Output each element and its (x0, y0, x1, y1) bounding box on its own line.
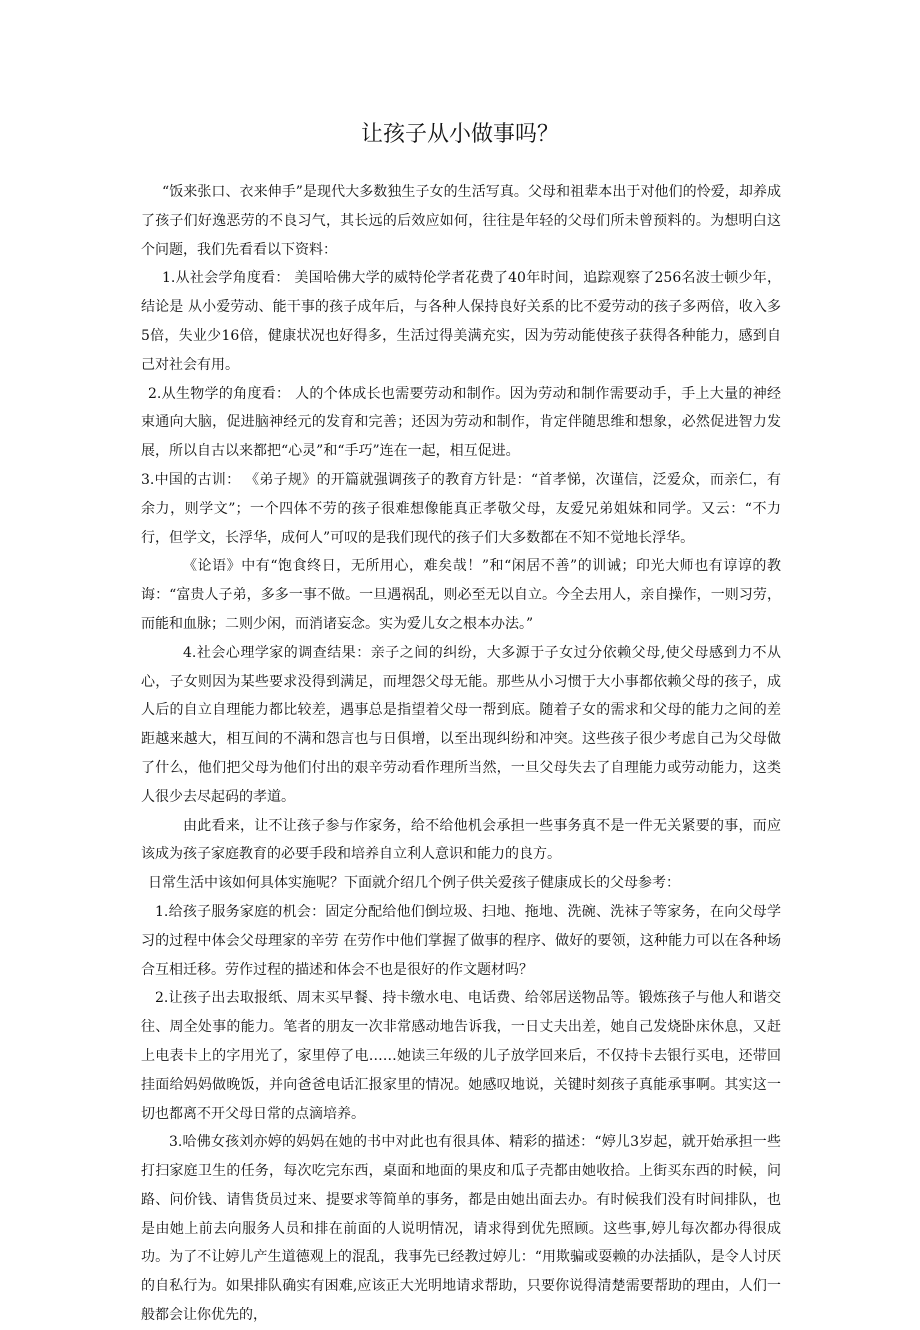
page-title: 让孩子从小做事吗？ (360, 122, 559, 147)
document-body (141, 178, 781, 1330)
paragraph-analects: 《论语》中有“饱食终日，无所用心，难矣哉！”和“闲居不善”的训诫；印光大师也有谆谆的教诲：“富贵人子弟，多多一事不做。一旦遇祸乱，则必至无以自立。今全去用人，亲自操作，一则习劳，而能和血脉；二则少闲，而消诸妄念。实为爱儿女之根本办法。” (141, 558, 781, 632)
paragraph-biology: 2.从生物学的角度看： 人的个体成长也需要劳动和制作。因为劳动和制作需要动手，手上大量的神经束通向大脑，促进脑神经元的发育和完善；还因为劳动和制作，肯定伴随思维和想象，必然促进智力发展，所以自古以来都把“心灵”和“手巧”连在一起，相互促进。 (141, 385, 781, 460)
paragraph-sociology: 1.从社会学角度看： 美国哈佛大学的威特伦学者花费了40年时间，追踪观察了256名波士顿少年，结论是 从小爱劳动、能干事的孩子成年后，与各种人保持良好关系的比不爱劳动的孩子多两倍，收入多5倍，失业少16倍，健康状况也好得多，生活过得美满充实，因为劳动能使孩子获得各种能力，感到自己对社会有用。 (141, 270, 781, 373)
paragraph-intro: “饭来张口、衣来伸手”是现代大多数独生子女的生活写真。父母和祖辈本出于对他们的怜爱，却养成了孩子们好逸恶劳的不良习气，其长远的后效应如何，往往是年轻的父母们所未曾预料的。为想明白这个问题，我们先看看以下资料： (141, 184, 781, 258)
paragraph-examples-intro: 日常生活中该如何具体实施呢？下面就介绍几个例子供关爱孩子健康成长的父母参考： (148, 875, 680, 892)
paragraph-example-2: 2.让孩子出去取报纸、周末买早餐、持卡缴水电、电话费、给邻居送物品等。锻炼孩子与他人和谐交往、周全处事的能力。笔者的朋友一次非常感动地告诉我，一日丈夫出差，她自己发烧卧床休息，又赶上电表卡上的字用光了，家里停了电……她读三年级的儿子放学回来后，不仅持卡去银行买电，还带回挂面给妈妈做晚饭，并向爸爸电话汇报家里的情况。她感叹地说，关键时刻孩子真能承事啊。其实这一切也都离不开父母日常的点滴培养。 (141, 990, 781, 1122)
paragraph-psychology: 4.社会心理学家的调查结果：亲子之间的纠纷，大多源于子女过分依赖父母,使父母感到力不从心，子女则因为某些要求没得到满足，而埋怨父母无能。那些从小习惯于大小事都依赖父母的孩子，成人后的自立自理能力都比较差，遇事总是指望着父母一帮到底。随着子女的需求和父母的能力之间的差距越来越大，相互间的不满和怨言也与日俱增，以至出现纠纷和冲突。这些孩子很少考虑自己为父母做了什么，他们把父母为他们付出的艰辛劳动看作理所当然，一旦父母失去了自理能力或劳动能力，这类人很少去尽起码的孝道。 (141, 644, 781, 805)
paragraph-example-3: 3.哈佛女孩刘亦婷的妈妈在她的书中对此也有很具体、精彩的描述：“婷儿3岁起，就开始承担一些打扫家庭卫生的任务，每次吃完东西，桌面和地面的果皮和瓜子壳都由她收拾。上街买东西的时候，问路、问价钱、请售货员过来、提要求等简单的事务，都是由她出面去办。有时候我们没有时间排队，也是由她上前去向服务人员和排在前面的人说明情况，请求得到优先照顾。这些事,婷儿每次都办得很成功。为了不让婷儿产生道德观上的混乱，我事先已经教过婷儿：“用欺骗或耍赖的办法插队，是令人讨厌的自私行为。如果排队确实有困难,应该正大光明地请求帮助，只要你说得清楚需要帮助的理由，人们一般都会让你优先的， (141, 1134, 781, 1324)
paragraph-ancient-teachings: 3.中国的古训： 《弟子规》的开篇就强调孩子的教育方针是：“首孝悌，次谨信，泛爱众，而亲仁，有余力，则学文”；一个四体不劳的孩子很难想像能真正孝敬父母，友爱兄弟姐妹和同学。又云：“不力行，但学文，长浮华，成何人”可叹的是我们现代的孩子们大多数都在不知不觉地长浮华。 (141, 471, 781, 546)
paragraph-conclusion: 由此看来，让不让孩子参与作家务，给不给他机会承担一些事务真不是一件无关紧要的事，而应该成为孩子家庭教育的必要手段和培养自立利人意识和能力的良方。 (141, 817, 781, 863)
paragraph-example-1: 1.给孩子服务家庭的机会：固定分配给他们倒垃圾、扫地、拖地、洗碗、洗袜子等家务，在向父母学习的过程中体会父母理家的辛劳 在劳作中他们掌握了做事的程序、做好的要领，这种能力可以在各种场合互相迁移。劳作过程的描述和体会不也是很好的作文题材吗？ (141, 903, 781, 978)
